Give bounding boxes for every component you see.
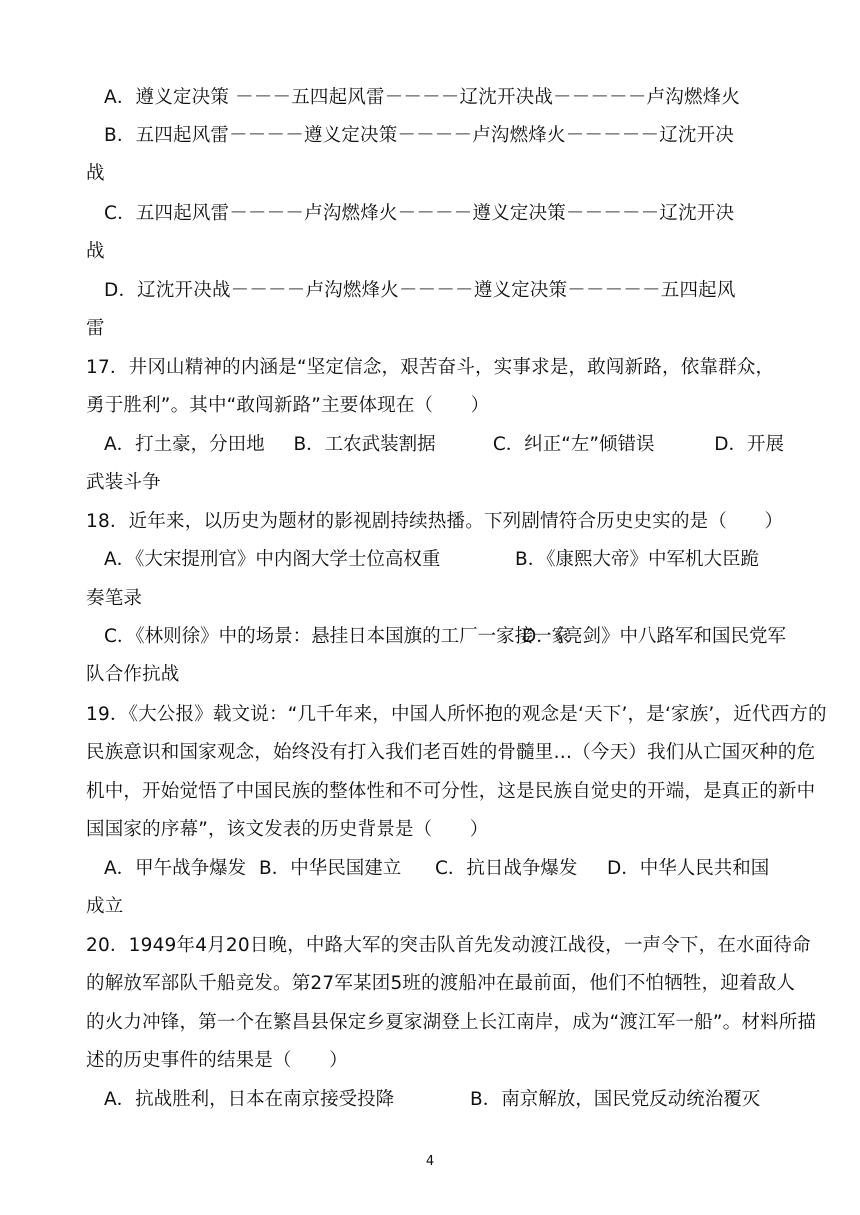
q17-option-b: B．工农武装割据 xyxy=(293,434,436,455)
q19-option-a: A．甲午战争爆发 xyxy=(104,858,247,879)
page-number: 4 xyxy=(425,1154,435,1169)
q20-option-a: A．抗战胜利，日本在南京接受投降 xyxy=(104,1089,395,1110)
q19-option-c: C．抗日战争爆发 xyxy=(435,858,578,879)
q17-option-c: C．纠正“左”倾错误 xyxy=(492,434,655,455)
q20-option-b: B．南京解放，国民党反动统治覆灭 xyxy=(470,1089,761,1110)
q18-option-b: B．《康熙大帝》中军机大臣跪 xyxy=(515,549,759,570)
q17-option-a: A．打土豪，分田地 xyxy=(104,434,265,455)
q17-option-d: D．开展 xyxy=(714,434,784,455)
q16-option-d-cont: 雷 xyxy=(86,318,105,339)
q19-option-d-cont: 成立 xyxy=(86,896,124,917)
q20-stem-line4: 述的历史事件的结果是（ ） xyxy=(86,1050,348,1071)
q16-option-a: A．遵义定决策 －－－五四起风雷－－－－辽沈开决战－－－－－卢沟燃烽火 xyxy=(104,87,741,108)
q16-option-c: C．五四起风雷－－－－卢沟燃烽火－－－－遵义定决策－－－－－辽沈开决 xyxy=(104,203,735,224)
q18-option-b-cont: 奏笔录 xyxy=(86,588,143,609)
q19-option-d: D．中华人民共和国 xyxy=(607,858,770,879)
q17-options-row xyxy=(104,433,784,457)
q18-option-c: C．《林则徐》中的场景：悬挂日本国旗的工厂一家接一家 xyxy=(104,626,571,647)
q19-stem-line3: 机中，开始觉悟了中国民族的整体性和不可分性，这是民族自觉史的开端，是真正的新中 xyxy=(86,781,816,802)
q18-option-a: A．《大宋提刑官》中内阁大学士位高权重 xyxy=(104,549,441,570)
q16-option-d: D．辽沈开决战－－－－卢沟燃烽火－－－－遵义定决策－－－－－五四起风 xyxy=(104,280,736,301)
q18-option-d: D．《亮剑》中八路军和国民党军 xyxy=(522,626,786,647)
q19-stem-line1: 19．《大公报》载文说：“几千年来，中国人所怀抱的观念是‘天下’，是‘家族’，近代西方的 xyxy=(86,704,827,725)
q16-option-b-cont: 战 xyxy=(86,163,105,184)
q16-option-b: B．五四起风雷－－－－遵义定决策－－－－卢沟燃烽火－－－－－辽沈开决 xyxy=(104,125,734,146)
q18-option-d-cont: 队合作抗战 xyxy=(86,664,180,685)
q17-stem-line2: 勇于胜利”。其中“敢闯新路”主要体现在（ ） xyxy=(86,395,490,416)
q18-stem: 18．近年来，以历史为题材的影视剧持续热播。下列剧情符合历史史实的是（ ） xyxy=(86,511,784,532)
q20-stem-line2: 的解放军部队千船竞发。第27军某团5班的渡船冲在最前面，他们不怕牺牲，迎着敌人 xyxy=(86,973,796,994)
q18-options-row-2 xyxy=(104,625,784,649)
q16-option-c-cont: 战 xyxy=(86,241,105,262)
q18-options-row-1 xyxy=(104,548,784,572)
q17-stem-line1: 17．井冈山精神的内涵是“坚定信念，艰苦奋斗，实事求是，敢闯新路，依靠群众， xyxy=(86,357,775,378)
q20-stem-line1: 20．1949年4月20日晚，中路大军的突击队首先发动渡江战役，一声令下，在水面待命 xyxy=(86,935,811,956)
q19-options-row xyxy=(104,857,784,881)
q19-stem-line4: 国国家的序幕”，该文发表的历史背景是（ ） xyxy=(86,819,489,840)
q19-option-b: B．中华民国建立 xyxy=(259,858,402,879)
q19-stem-line2: 民族意识和国家观念，始终没有打入我们老百姓的骨髓里…（今天）我们从亡国灭种的危 xyxy=(86,742,816,763)
q20-options-row xyxy=(104,1088,784,1112)
q17-option-d-cont: 武装斗争 xyxy=(86,472,161,493)
q20-stem-line3: 的火力冲锋，第一个在繁昌县保定乡夏家湖登上长江南岸，成为“渡江军一船”。材料所描 xyxy=(86,1012,817,1033)
